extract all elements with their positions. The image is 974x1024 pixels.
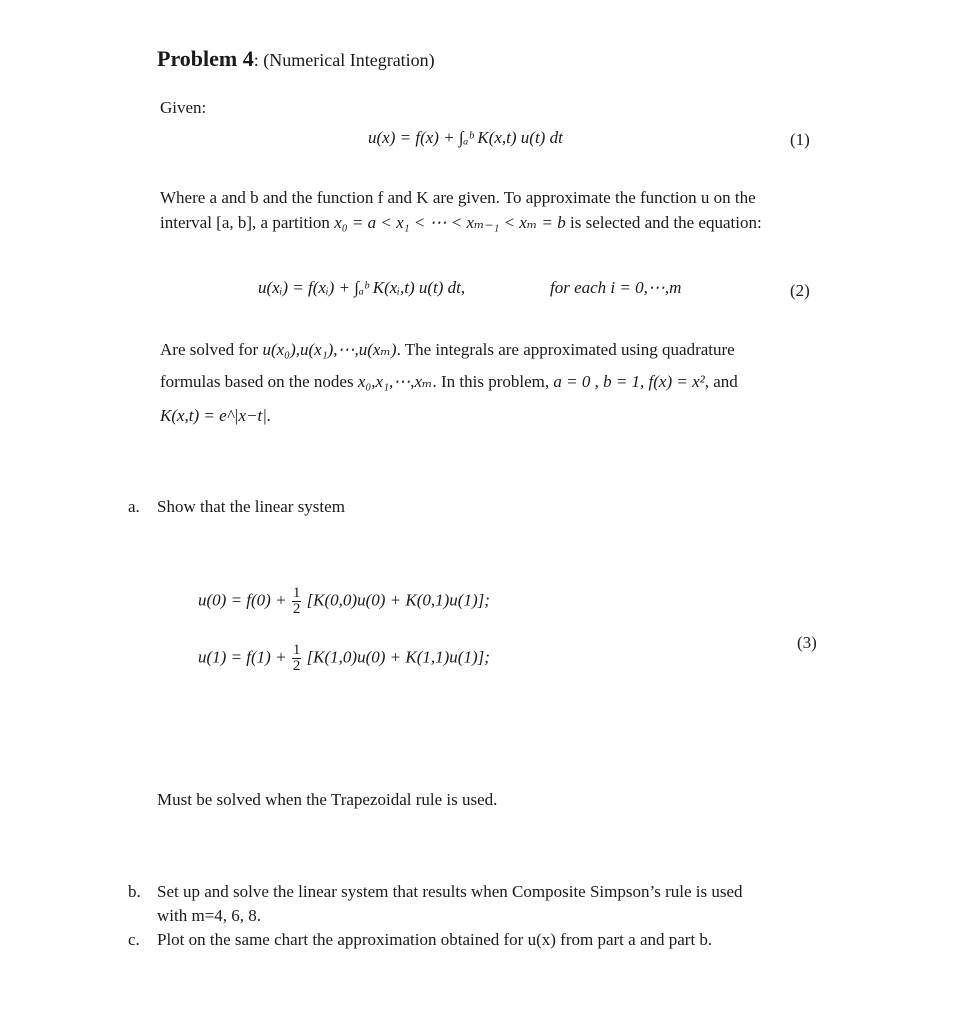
half-fraction-2 (292, 643, 302, 674)
fraction-numerator: 1 (292, 585, 301, 601)
problem-title-rest: : (Numerical Integration) (253, 50, 435, 70)
part-c-text: Plot on the same chart the approximation obtained for u(x) from part a and part b. (157, 930, 713, 949)
paragraph-1-line-1: Where a and b and the function f and K are given. To approximate the function u on the (160, 188, 756, 207)
part-a-footer: Must be solved when the Trapezoidal rule is used. (157, 790, 498, 809)
equation-1: u(x) = f(x) + ∫ₐᵇ K(x,t) u(t) dt (368, 128, 563, 147)
fraction-numerator-2: 1 (292, 642, 301, 658)
paragraph-2-line-2-post: , and (704, 372, 738, 391)
nodes-formula: x₀,x₁,⋯,xₘ (357, 372, 433, 391)
equation-3-line-2-rhs: [K(1,0)u(0) + K(1,1)u(1)]; (306, 647, 490, 667)
half-fraction (292, 586, 302, 617)
paragraph-2-line-1-pre: Are solved for (160, 340, 263, 359)
paragraph-2-line-2-pre: formulas based on the nodes (160, 372, 358, 391)
equation-2: u(xᵢ) = f(xᵢ) + ∫ₐᵇ K(xᵢ,t) u(t) dt, (258, 278, 466, 297)
paragraph-1-line-2-post: is selected and the equation: (565, 213, 762, 232)
paragraph-2-line-2 (160, 372, 738, 392)
problem-title-bold: Problem 4 (157, 46, 254, 71)
equation-3-line-2 (198, 643, 490, 674)
part-a-label: a. (128, 497, 140, 516)
fraction-denominator: 2 (292, 601, 301, 617)
paragraph-2-line-1-post: . The integrals are approximated using quadrature (396, 340, 735, 359)
unknowns-formula: u(x₀),u(x₁),⋯,u(xₘ) (262, 340, 397, 359)
kernel-formula: K(x,t) = e^|x−t|. (160, 406, 272, 425)
equation-3-line-1-rhs: [K(0,0)u(0) + K(0,1)u(1)]; (306, 590, 490, 610)
equation-3-number: (3) (797, 633, 817, 652)
paragraph-2-line-2-mid: . In this problem, (432, 372, 554, 391)
fraction-denominator-2: 2 (292, 658, 301, 674)
part-b-line-1: Set up and solve the linear system that results when Composite Simpson’s rule is used (157, 882, 743, 901)
part-b-line-2: with m=4, 6, 8. (157, 906, 262, 925)
paragraph-1-line-2 (160, 213, 762, 233)
given-label: Given: (160, 98, 207, 117)
paragraph-2-line-1 (160, 340, 735, 360)
equation-2-number: (2) (790, 281, 810, 300)
equation-3-line-1 (198, 586, 490, 617)
params-formula: a = 0 , b = 1, f(x) = x² (553, 372, 705, 391)
equation-1-number: (1) (790, 130, 810, 149)
equation-3-line-1-lhs: u(0) = f(0) + (198, 590, 287, 610)
partition-formula: x₀ = a < x₁ < ⋯ < xₘ₋₁ < xₘ = b (334, 213, 566, 232)
part-b-label: b. (128, 882, 141, 901)
equation-3-line-2-lhs: u(1) = f(1) + (198, 647, 287, 667)
part-c-label: c. (128, 930, 140, 949)
paragraph-1-line-2-pre: interval [a, b], a partition (160, 213, 335, 232)
part-a-text: Show that the linear system (157, 497, 345, 516)
equation-2-condition: for each i = 0,⋯,m (550, 278, 682, 297)
problem-title (157, 46, 435, 72)
